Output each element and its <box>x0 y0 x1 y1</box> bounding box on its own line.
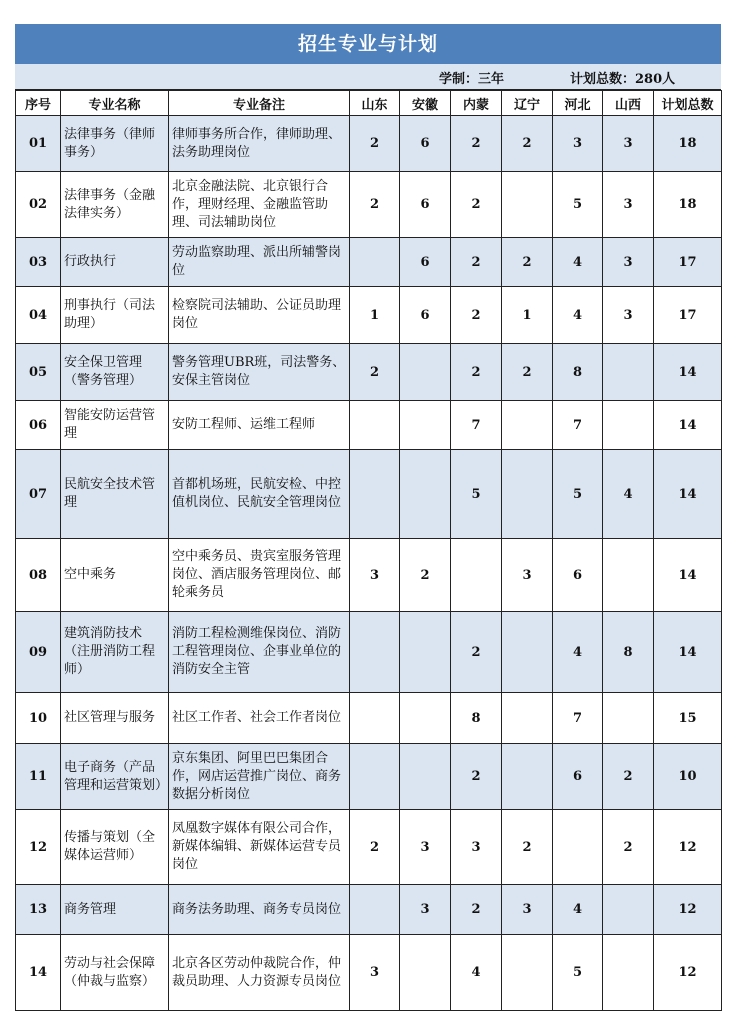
major-name: 智能安防运营管理 <box>61 401 169 450</box>
shanxi-count: 2 <box>603 744 654 810</box>
shandong-count <box>350 885 400 935</box>
hebei-count: 7 <box>553 401 603 450</box>
table-row <box>16 693 722 744</box>
shanxi-count: 3 <box>603 238 654 287</box>
row-number: 10 <box>16 693 61 744</box>
shanxi-count <box>603 885 654 935</box>
shandong-count: 2 <box>350 116 400 172</box>
col-header-anhui: 安徽 <box>400 91 451 116</box>
major-name: 法律事务（律师事务） <box>61 116 169 172</box>
neimeng-count: 7 <box>451 401 502 450</box>
hebei-count: 5 <box>553 935 603 1011</box>
shanxi-count: 2 <box>603 810 654 885</box>
major-name: 刑事执行（司法助理） <box>61 287 169 344</box>
hebei-count: 4 <box>553 612 603 693</box>
plan-total: 14 <box>654 450 722 539</box>
shanxi-count <box>603 693 654 744</box>
liaoning-count <box>502 450 553 539</box>
anhui-count <box>400 744 451 810</box>
anhui-count <box>400 344 451 401</box>
row-number: 12 <box>16 810 61 885</box>
plan-total: 14 <box>654 344 722 401</box>
table-row <box>16 172 722 238</box>
plan-total: 18 <box>654 172 722 238</box>
duration-label: 学制：三年 <box>439 72 505 87</box>
liaoning-count: 2 <box>502 344 553 401</box>
liaoning-count <box>502 612 553 693</box>
shandong-count <box>350 401 400 450</box>
major-name: 社区管理与服务 <box>61 693 169 744</box>
neimeng-count: 2 <box>451 238 502 287</box>
anhui-count <box>400 612 451 693</box>
major-note: 北京各区劳动仲裁院合作，仲裁员助理、人力资源专员岗位 <box>169 935 350 1011</box>
anhui-count <box>400 693 451 744</box>
plan-total: 14 <box>654 401 722 450</box>
major-name: 商务管理 <box>61 885 169 935</box>
shandong-count: 3 <box>350 539 400 612</box>
major-name: 法律事务（金融法律实务） <box>61 172 169 238</box>
shandong-count: 1 <box>350 287 400 344</box>
major-note: 消防工程检测维保岗位、消防工程管理岗位、企事业单位的消防安全主管 <box>169 612 350 693</box>
major-note: 律师事务所合作，律师助理、法务助理岗位 <box>169 116 350 172</box>
major-note: 京东集团、阿里巴巴集团合作，网店运营推广岗位、商务数据分析岗位 <box>169 744 350 810</box>
table-row <box>16 810 722 885</box>
neimeng-count: 2 <box>451 885 502 935</box>
hebei-count: 5 <box>553 450 603 539</box>
table-row <box>16 935 722 1011</box>
plan-total: 15 <box>654 693 722 744</box>
major-note: 检察院司法辅助、公证员助理岗位 <box>169 287 350 344</box>
plan-total: 12 <box>654 935 722 1011</box>
shandong-count: 3 <box>350 935 400 1011</box>
table-row <box>16 885 722 935</box>
header-row <box>16 91 722 116</box>
col-header-shanxi: 山西 <box>603 91 654 116</box>
major-name: 行政执行 <box>61 238 169 287</box>
neimeng-count: 2 <box>451 344 502 401</box>
major-name: 安全保卫管理（警务管理） <box>61 344 169 401</box>
row-number: 05 <box>16 344 61 401</box>
shanxi-count: 3 <box>603 116 654 172</box>
neimeng-count: 2 <box>451 172 502 238</box>
anhui-count: 6 <box>400 116 451 172</box>
liaoning-count <box>502 172 553 238</box>
table-row <box>16 744 722 810</box>
row-number: 11 <box>16 744 61 810</box>
shanxi-count: 8 <box>603 612 654 693</box>
shanxi-count: 4 <box>603 450 654 539</box>
liaoning-count <box>502 693 553 744</box>
major-note: 警务管理UBR班，司法警务、安保主管岗位 <box>169 344 350 401</box>
shanxi-count: 3 <box>603 287 654 344</box>
row-number: 02 <box>16 172 61 238</box>
neimeng-count: 5 <box>451 450 502 539</box>
table-row <box>16 401 722 450</box>
hebei-count: 8 <box>553 344 603 401</box>
major-name: 民航安全技术管理 <box>61 450 169 539</box>
major-name: 传播与策划（全媒体运营师） <box>61 810 169 885</box>
plan-total: 12 <box>654 885 722 935</box>
row-number: 07 <box>16 450 61 539</box>
major-note: 社区工作者、社会工作者岗位 <box>169 693 350 744</box>
plan-total: 14 <box>654 539 722 612</box>
neimeng-count: 2 <box>451 744 502 810</box>
row-number: 03 <box>16 238 61 287</box>
shandong-count <box>350 450 400 539</box>
shandong-count <box>350 744 400 810</box>
table-row <box>16 539 722 612</box>
hebei-count: 3 <box>553 116 603 172</box>
hebei-count: 6 <box>553 539 603 612</box>
enrollment-sheet <box>15 24 721 1011</box>
table-row <box>16 612 722 693</box>
shandong-count: 2 <box>350 344 400 401</box>
hebei-count: 5 <box>553 172 603 238</box>
col-header-name: 专业名称 <box>61 91 169 116</box>
shandong-count: 2 <box>350 810 400 885</box>
row-number: 13 <box>16 885 61 935</box>
liaoning-count <box>502 935 553 1011</box>
neimeng-count: 3 <box>451 810 502 885</box>
plan-total: 12 <box>654 810 722 885</box>
page-title: 招生专业与计划 <box>15 24 721 64</box>
anhui-count: 6 <box>400 238 451 287</box>
major-note: 空中乘务员、贵宾室服务管理岗位、酒店服务管理岗位、邮轮乘务员 <box>169 539 350 612</box>
anhui-count <box>400 935 451 1011</box>
shanxi-count <box>603 401 654 450</box>
row-number: 08 <box>16 539 61 612</box>
neimeng-count <box>451 539 502 612</box>
enrollment-table <box>15 90 722 1011</box>
liaoning-count: 2 <box>502 810 553 885</box>
table-row <box>16 450 722 539</box>
table-row <box>16 344 722 401</box>
anhui-count: 6 <box>400 172 451 238</box>
hebei-count: 4 <box>553 287 603 344</box>
row-number: 09 <box>16 612 61 693</box>
liaoning-count <box>502 744 553 810</box>
shandong-count <box>350 238 400 287</box>
plan-total: 14 <box>654 612 722 693</box>
neimeng-count: 4 <box>451 935 502 1011</box>
liaoning-count: 2 <box>502 238 553 287</box>
shandong-count <box>350 612 400 693</box>
table-row <box>16 287 722 344</box>
liaoning-count: 3 <box>502 885 553 935</box>
major-note: 首都机场班，民航安检、中控值机岗位、民航安全管理岗位 <box>169 450 350 539</box>
hebei-count: 7 <box>553 693 603 744</box>
liaoning-count: 1 <box>502 287 553 344</box>
shandong-count <box>350 693 400 744</box>
hebei-count: 4 <box>553 885 603 935</box>
major-note: 凤凰数字媒体有限公司合作，新媒体编辑、新媒体运营专员岗位 <box>169 810 350 885</box>
liaoning-count: 2 <box>502 116 553 172</box>
col-header-hebei: 河北 <box>553 91 603 116</box>
anhui-count: 6 <box>400 287 451 344</box>
col-header-note: 专业备注 <box>169 91 350 116</box>
row-number: 01 <box>16 116 61 172</box>
plan-total: 17 <box>654 238 722 287</box>
hebei-count <box>553 810 603 885</box>
col-header-shandong: 山东 <box>350 91 400 116</box>
major-note: 安防工程师、运维工程师 <box>169 401 350 450</box>
major-note: 商务法务助理、商务专员岗位 <box>169 885 350 935</box>
col-header-neimeng: 内蒙 <box>451 91 502 116</box>
shanxi-count: 3 <box>603 172 654 238</box>
anhui-count: 3 <box>400 810 451 885</box>
hebei-count: 6 <box>553 744 603 810</box>
hebei-count: 4 <box>553 238 603 287</box>
subtitle-bar <box>15 64 721 90</box>
table-row <box>16 238 722 287</box>
neimeng-count: 2 <box>451 116 502 172</box>
plan-total: 10 <box>654 744 722 810</box>
anhui-count <box>400 401 451 450</box>
major-name: 空中乘务 <box>61 539 169 612</box>
liaoning-count: 3 <box>502 539 553 612</box>
shanxi-count <box>603 344 654 401</box>
total-plan-label: 计划总数：280人 <box>570 72 676 87</box>
major-name: 劳动与社会保障（仲裁与监察） <box>61 935 169 1011</box>
major-note: 北京金融法院、北京银行合作，理财经理、金融监管助理、司法辅助岗位 <box>169 172 350 238</box>
row-number: 06 <box>16 401 61 450</box>
anhui-count <box>400 450 451 539</box>
row-number: 04 <box>16 287 61 344</box>
neimeng-count: 2 <box>451 287 502 344</box>
neimeng-count: 2 <box>451 612 502 693</box>
major-name: 建筑消防技术（注册消防工程师） <box>61 612 169 693</box>
major-name: 电子商务（产品管理和运营策划） <box>61 744 169 810</box>
liaoning-count <box>502 401 553 450</box>
anhui-count: 2 <box>400 539 451 612</box>
shandong-count: 2 <box>350 172 400 238</box>
plan-total: 18 <box>654 116 722 172</box>
shanxi-count <box>603 539 654 612</box>
table-row <box>16 116 722 172</box>
col-header-liaoning: 辽宁 <box>502 91 553 116</box>
major-note: 劳动监察助理、派出所辅警岗位 <box>169 238 350 287</box>
neimeng-count: 8 <box>451 693 502 744</box>
anhui-count: 3 <box>400 885 451 935</box>
col-header-total: 计划总数 <box>654 91 722 116</box>
col-header-no: 序号 <box>16 91 61 116</box>
shanxi-count <box>603 935 654 1011</box>
row-number: 14 <box>16 935 61 1011</box>
plan-total: 17 <box>654 287 722 344</box>
